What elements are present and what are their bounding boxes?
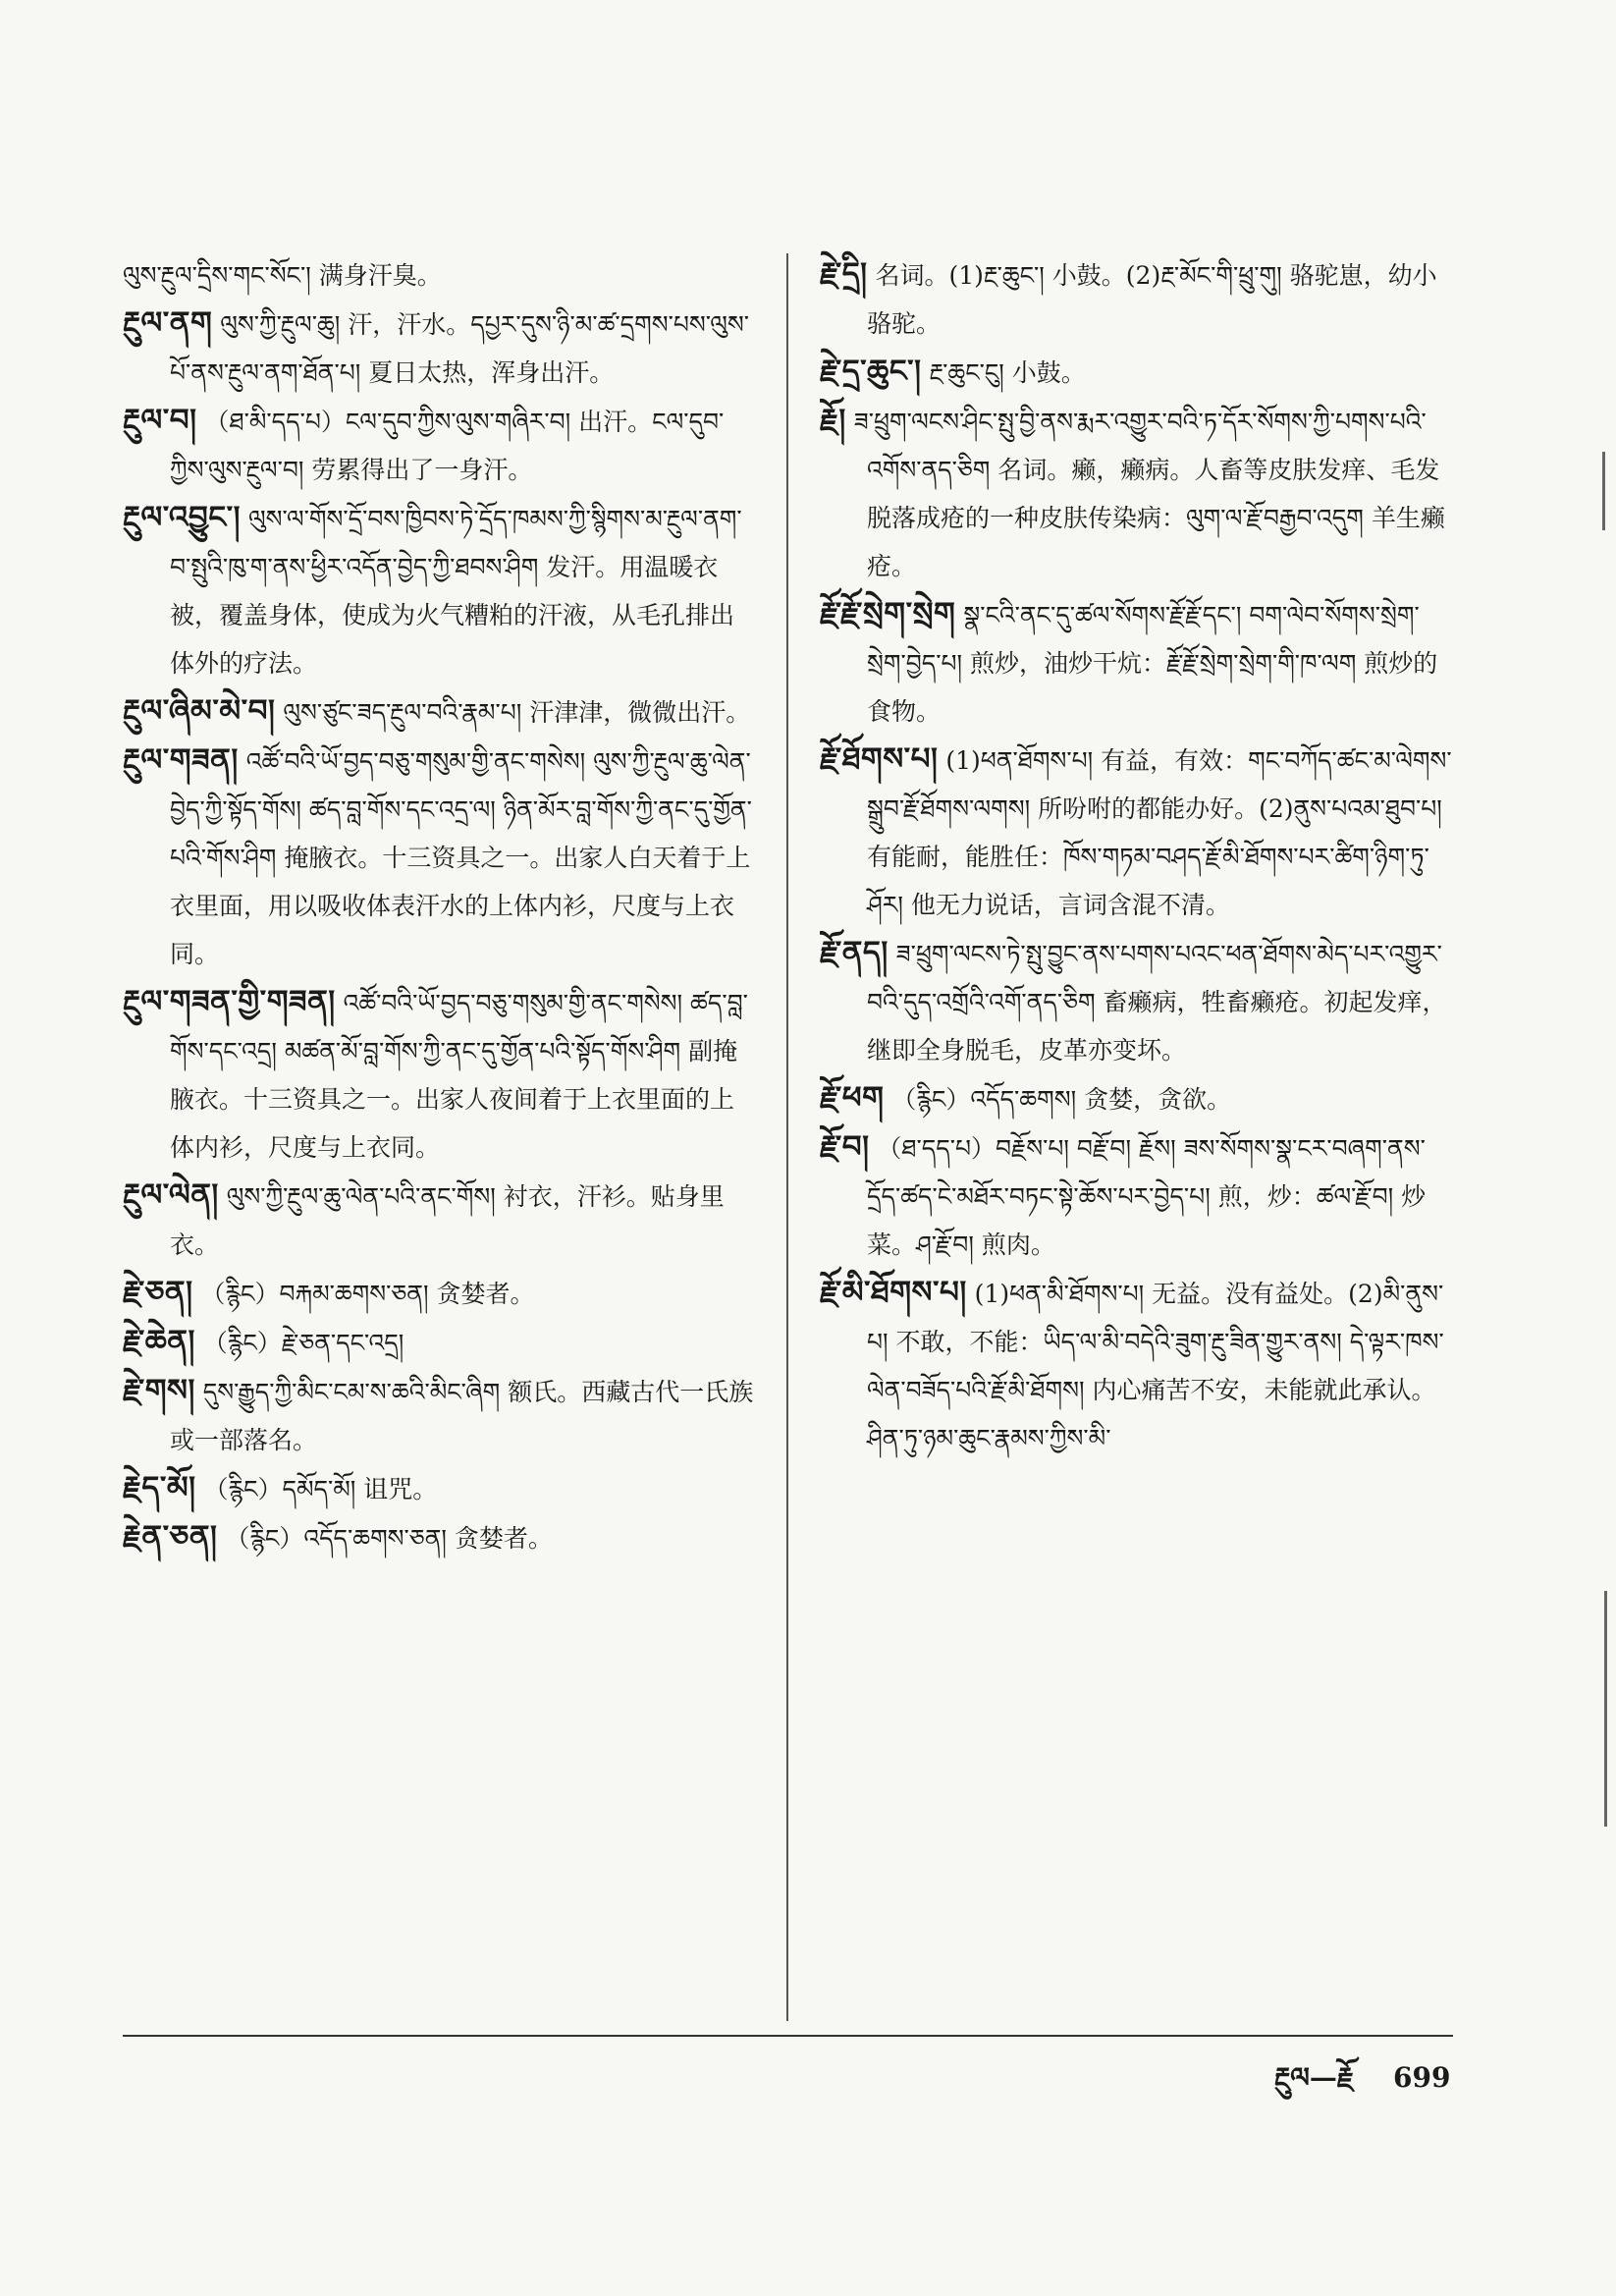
- entry: [820, 250, 1458, 348]
- headword: རྗེ་དྲི།: [820, 256, 868, 292]
- headword: རྗོ།: [820, 403, 846, 438]
- entry: [820, 736, 1458, 929]
- page-footer: [1274, 2047, 1450, 2124]
- entry: [820, 1074, 1458, 1123]
- headword: རྔུལ་གཟན་གྱི་གཟན།: [123, 984, 336, 1019]
- headword: རྔུལ་བ།: [123, 403, 197, 438]
- entry: [123, 1172, 756, 1269]
- entry: [820, 397, 1458, 590]
- entry: [123, 737, 756, 978]
- headword: རྗོ་ཕག: [820, 1080, 885, 1116]
- headword: རྗོ་རྗོ་སྲེག་སྲེག: [820, 596, 956, 631]
- headword: རྗེན་ཅན།: [123, 1519, 218, 1555]
- entry: [123, 1318, 756, 1367]
- entry: [820, 929, 1458, 1074]
- definition: （ཐ་མི་དད་པ）ངལ་དུབ་ཀྱིས་ལུས་གཞིར་བ། 出汗。ངལ་དུབ་ཀྱིས་ལུས་རྔུལ་བ། 劳累得出了一身汗。: [170, 408, 725, 484]
- headword: རྔུལ་འབྱུང་།: [123, 500, 242, 535]
- definition: (1)ཕན་ཐོགས་པ། 有益，有效：གང་བཀོད་ཚང་མ་ལེགས་སྒྲུབ་རྗོ་ཐོགས་ལགས། 所吩咐的都能办好。(2)ནུས་པའམ་ཐུབ་པ། 有能耐，能胜任：ཁོས་གཏམ་བཤད་རྗོ་མི་ཐོགས་པར་ཚིག་ཉིག་ཏུ་ཤོར། 他无力说话，言词含混不清。: [867, 746, 1452, 919]
- definition: རྔ་ཆུང་ངུ། 小鼓。: [929, 358, 1086, 387]
- entry: [123, 1464, 756, 1513]
- entry: [123, 250, 756, 300]
- headword: རྗེ་ཆེན།: [123, 1324, 195, 1359]
- headword: རྗེད་མོ།: [123, 1470, 196, 1505]
- headword: རྔུལ་ཞིམ་མེ་བ།: [123, 693, 276, 729]
- definition: ལུས་ཀྱི་རྔུལ་ཆུ་ལེན་པའི་ནང་གོས། 衬衣，汗衫。贴身里衣。: [170, 1182, 725, 1259]
- entry: [123, 1367, 756, 1464]
- entry: [820, 1269, 1458, 1462]
- definition: （རྙིང）རྗེ་ཅན་དང་འདྲ།: [202, 1329, 404, 1357]
- headword: རྔུལ་གཟན།: [123, 742, 239, 778]
- headword: རྔུལ་ནག: [123, 305, 213, 341]
- scan-edge-mark: [1604, 1591, 1607, 1827]
- entry: [123, 397, 756, 494]
- entry: [820, 348, 1458, 397]
- page-number: 699: [1393, 2061, 1451, 2094]
- column-divider: [786, 253, 788, 2021]
- headword: རྗེ་ཅན།: [123, 1275, 193, 1310]
- definition: འཚོ་བའི་ཡོ་བྱད་བཅུ་གསུམ་གྱི་ནང་གསེས། ལུས་ཀྱི་རྔུལ་ཆུ་ལེན་བྱེད་ཀྱི་སྟོད་གོས། ཚད་བླ་གོས་དང་འདྲ་ལ། ཉིན་མོར་བླ་གོས་ཀྱི་ནང་དུ་གྱོན་པའི་གོས་ཤིག 掩腋衣。十三资具之一。出家人白天着于上衣里面，用以吸收体表汗水的上体内衫，尺度与上衣同。: [170, 747, 752, 968]
- entry: [123, 978, 756, 1172]
- definition: 名词。(1)རྔ་ཆུང་། 小鼓。(2)རྔ་མོང་གི་ཕྲུ་གུ། 骆驼崽，幼小骆驼。: [867, 261, 1437, 338]
- entry: [123, 1269, 756, 1318]
- headword: རྗེ་དྲ་ཆུང་།: [820, 354, 922, 389]
- page-range: རྔུལ—རྗོ: [1274, 2061, 1355, 2094]
- definition: ལུས་རྔུལ་དྲིས་གང་སོང་། 满身汗臭。: [123, 261, 442, 290]
- definition: ཟ་ཕྲུག་ལངས་ཏེ་སྤུ་བྱུང་ནས་པགས་པའང་ཕན་ཐོགས་མེད་པར་འགྱུར་བའི་དུད་འགྲོའི་འགོ་ནད་ཅིག 畜癞病，牲畜癞疮。初起发痒，继即全身脱毛，皮革亦变坏。: [867, 940, 1447, 1065]
- entry: [123, 300, 756, 397]
- headword: རྗེ་གས།: [123, 1373, 195, 1408]
- definition: （རྙིང）དམོད་མོ། 诅咒。: [203, 1475, 438, 1503]
- definition: ལུས་ཀྱི་རྔུལ་ཆུ། 汗，汗水。དཔྱར་དུས་ཉི་མ་ཚ་དྲགས་པས་ལུས་པོ་ནས་རྔུལ་ནག་ཐོན་པ། 夏日太热，浑身出汗。: [170, 310, 750, 387]
- definition: ལུས་ཙུང་ཟད་རྔུལ་བའི་རྣམ་པ། 汗津津，微微出汗。: [283, 698, 751, 727]
- headword: རྗོ་ནད།: [820, 935, 889, 970]
- entry: [123, 687, 756, 737]
- right-column: [820, 250, 1458, 2023]
- definition: དུས་རྒྱུད་ཀྱི་མིང་ངམ་ས་ཆའི་མིང་ཞིག 额氏。西藏古代一氏族或一部落名。: [170, 1378, 754, 1454]
- headword: རྗོ་ཐོགས་པ།: [820, 741, 939, 777]
- definition: སྣ་ངའི་ནང་དུ་ཚལ་སོགས་རྗོ་རྗོ་དང་། བག་ལེབ་སོགས་སྲེག་སྲེག་བྱེད་པ། 煎炒，油炒干炕：རྗོ་རྗོ་སྲེག་སྲེག་གི་ཁ་ལག 煎炒的食物。: [867, 601, 1438, 726]
- definition: （ཐ་དད་པ）བརྗོས་པ། བརྗོ་བ། རྗོས། ཟས་སོགས་སྣ་ངར་བཞག་ནས་དྲོད་ཚད་ངེ་མཐོར་བཏང་སྟེ་ཆོས་པར་བྱེད་པ། 煎，炒：ཚལ་རྗོ་བ། 炒菜。ཤ་རྗོ་བ། 煎肉。: [867, 1134, 1427, 1259]
- left-column: [123, 250, 756, 2023]
- scan-edge-mark: [1602, 452, 1605, 530]
- bottom-rule: [123, 2035, 1453, 2037]
- definition: （རྙིང）འདོད་ཆགས། 贪婪，贪欲。: [891, 1085, 1232, 1114]
- definition: ཟ་ཕྲུག་ལངས་ཤིང་སྤུ་བྱི་ནས་རྨར་འགྱུར་བའི་ཏ་དོར་སོགས་ཀྱི་པགས་པའི་འགོས་ནད་ཅིག 名词。癞，癞病。人畜等皮肤发痒、毛发脱落成疮的一种皮肤传染病：ལུག་ལ་རྗོ་བརྒྱབ་འདུག 羊生癞疮。: [853, 408, 1445, 580]
- definition: (1)ཕན་མི་ཐོགས་པ། 无益。没有益处。(2)མི་ནུས་པ། 不敢，不能：ཡིད་ལ་མི་བདེའི་ཟུག་རྔུ་ཟིན་གྱུར་ནས། དེ་ལྟར་ཁས་ལེན་བཟོད་པའི་རྗོ་མི་ཐོགས། 内心痛苦不安，未能就此承认。ཤིན་ཏུ་ཉམ་ཆུང་རྣམས་ཀྱིས་མི་: [867, 1280, 1444, 1452]
- definition: ལུས་ལ་གོས་དྲོ་བས་ཁྱིབས་ཏེ་དྲོད་ཁམས་ཀྱི་སྙིགས་མ་རྔུལ་ནག་བ་སྤུའི་ཁུ་ག་ནས་ཕྱིར་འདོན་བྱེད་ཀྱི་ཐབས་ཤིག 发汗。用温暖衣被，覆盖身体，使成为火气糟粕的汗液，从毛孔排出体外的疗法。: [170, 505, 742, 678]
- headword: རྗོ་མི་ཐོགས་པ།: [820, 1275, 967, 1310]
- entry: [820, 1123, 1458, 1269]
- entry: [123, 1513, 756, 1562]
- definition: （རྙིང）བརྐམ་ཆགས་ཅན། 贪婪者。: [200, 1280, 535, 1308]
- entry: [123, 494, 756, 687]
- definition: འཚོ་བའི་ཡོ་བྱད་བཅུ་གསུམ་གྱི་ནང་གསེས། ཚད་བླ་གོས་དང་འདྲ། མཚན་མོ་བླ་གོས་ཀྱི་ནང་དུ་གྱོན་པའི་སྟོད་གོས་ཤིག 副掩腋衣。十三资具之一。出家人夜间着于上衣里面的上体内衫，尺度与上衣同。: [170, 989, 748, 1162]
- headword: རྗོ་བ།: [820, 1129, 870, 1165]
- headword: རྔུལ་ལེན།: [123, 1177, 219, 1213]
- entry: [820, 590, 1458, 736]
- definition: （རྙིང）འདོད་ཆགས་ཅན། 贪婪者。: [225, 1524, 553, 1553]
